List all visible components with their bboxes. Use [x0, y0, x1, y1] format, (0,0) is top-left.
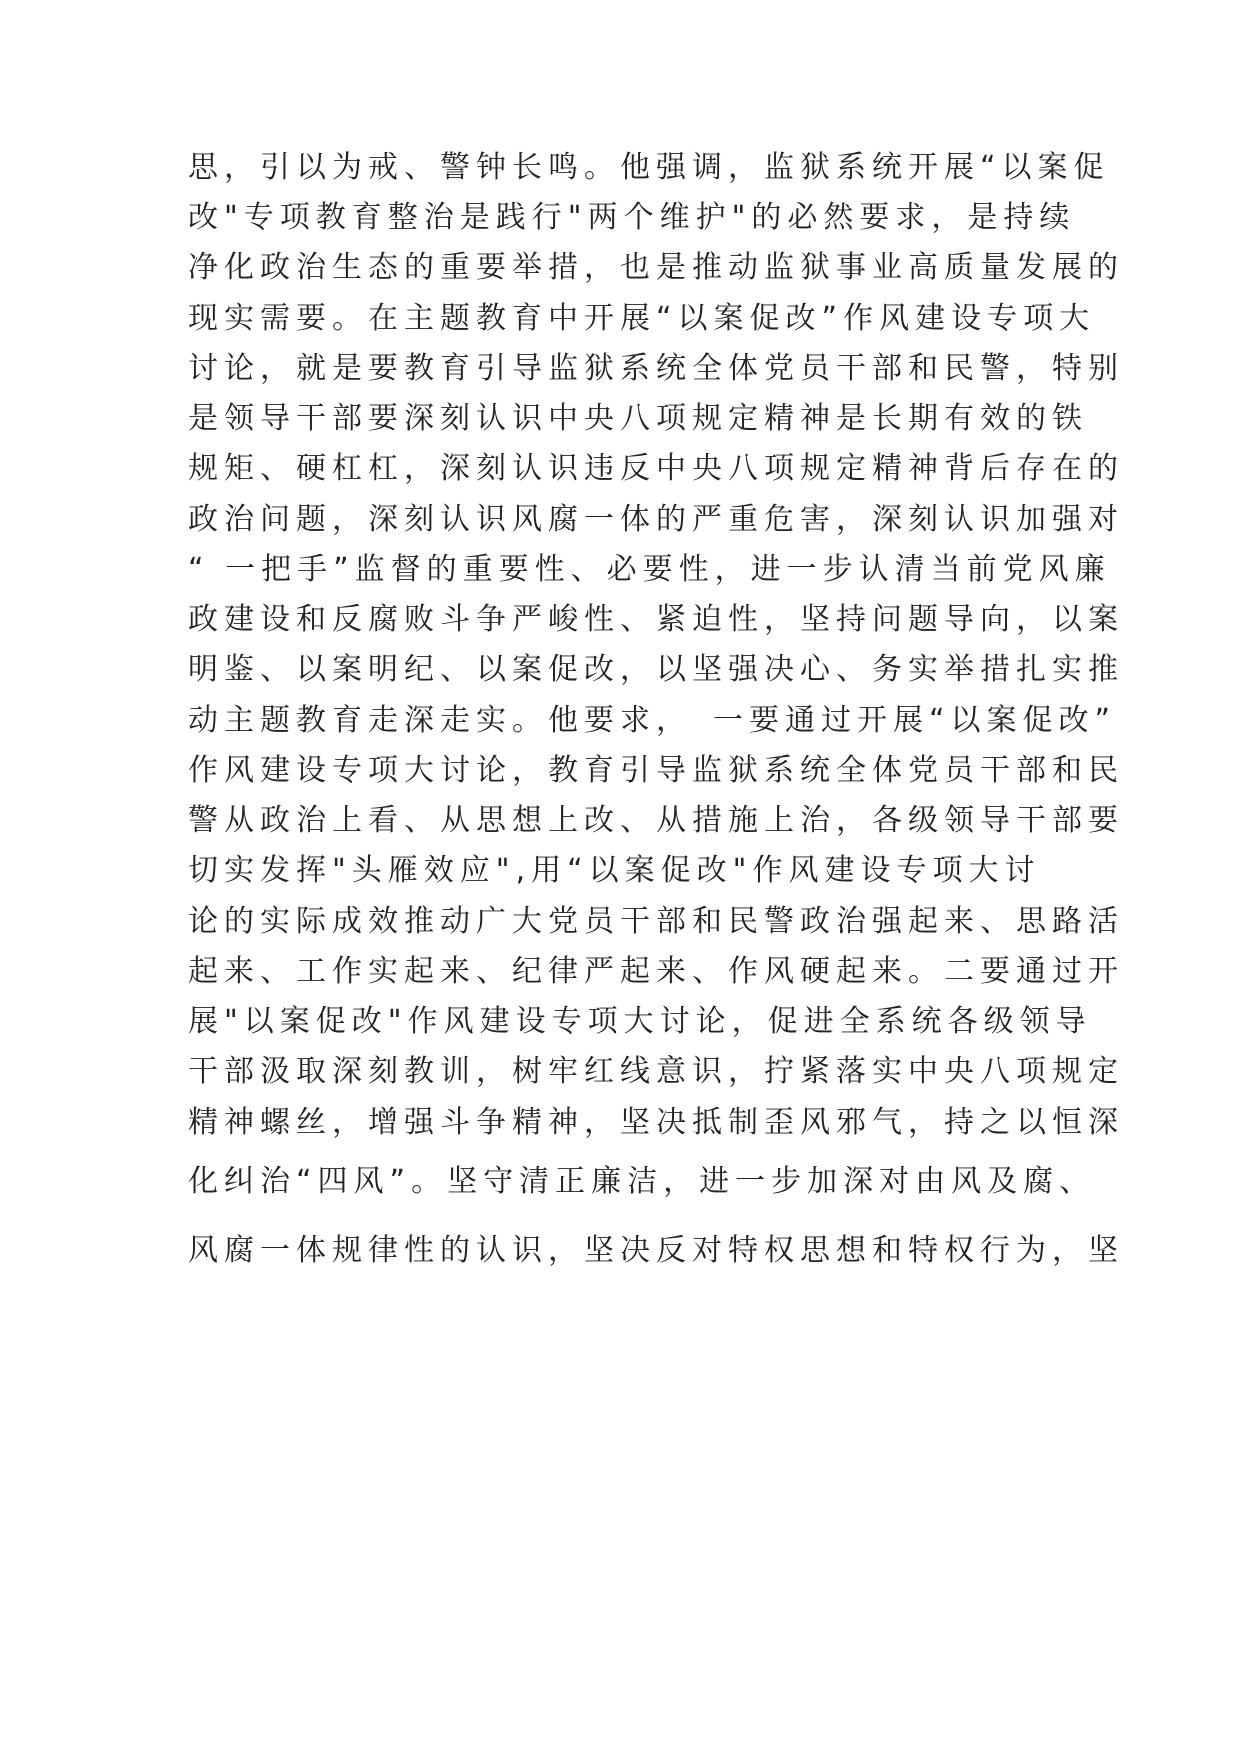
text-line: 精神螺丝，增强斗争精神，坚决抵制歪风邪气，持之以恒深: [188, 1105, 1124, 1140]
text-line: 展"以案促改"作风建设专项大讨论，促进全系统各级领导: [188, 1004, 1092, 1039]
text-line: 讨论，就是要教育引导监狱系统全体党员干部和民警，特别: [188, 351, 1124, 386]
text-line: 作风建设专项大讨论，教育引导监狱系统全体党员干部和民: [188, 753, 1124, 788]
text-line: 明鉴、以案明纪、以案促改，以坚强决心、务实举措扎实推: [188, 652, 1124, 687]
text-line: 动主题教育走深走实。他要求， 一要通过开展“以案促改”: [188, 703, 1117, 738]
text-line: 是领导干部要深刻认识中央八项规定精神是长期有效的铁: [188, 401, 1088, 436]
text-line: 起来、工作实起来、纪律严起来、作风硬起来。二要通过开: [188, 954, 1124, 989]
text-line: 思，引以为戒、警钟长鸣。他强调，监狱系统开展“以案促: [188, 150, 1110, 185]
text-line: 改"专项教育整治是践行"两个维护"的必然要求，是持续: [188, 200, 1076, 235]
text-line: 政建设和反腐败斗争严峻性、紧迫性，坚持问题导向，以案: [188, 602, 1124, 637]
text-line: 净化政治生态的重要举措，也是推动监狱事业高质量发展的: [188, 250, 1124, 285]
text-line: 规矩、硬杠杠，深刻认识违反中央八项规定精神背后存在的: [188, 451, 1124, 486]
text-line: 风腐一体规律性的认识，坚决反对特权思想和特权行为，坚: [188, 1233, 1124, 1268]
text-line: 干部汲取深刻教训，树牢红线意识，拧紧落实中央八项规定: [188, 1054, 1124, 1089]
text-line: “ 一把手”监督的重要性、必要性，进一步认清当前党风廉: [188, 552, 1111, 587]
text-line: 现实需要。在主题教育中开展“以案促改”作风建设专项大: [188, 301, 1096, 336]
text-line: 政治问题，深刻认识风腐一体的严重危害，深刻认识加强对: [188, 502, 1124, 537]
text-line: 论的实际成效推动广大党员干部和民警政治强起来、思路活: [188, 904, 1124, 939]
text-line: 警从政治上看、从思想上改、从措施上治，各级领导干部要: [188, 803, 1124, 838]
text-line: 化纠治“四风”。坚守清正廉洁，进一步加深对由风及腐、: [188, 1164, 1096, 1199]
text-line: 切实发挥"头雁效应",用“以案促改"作风建设专项大讨: [188, 853, 1041, 888]
